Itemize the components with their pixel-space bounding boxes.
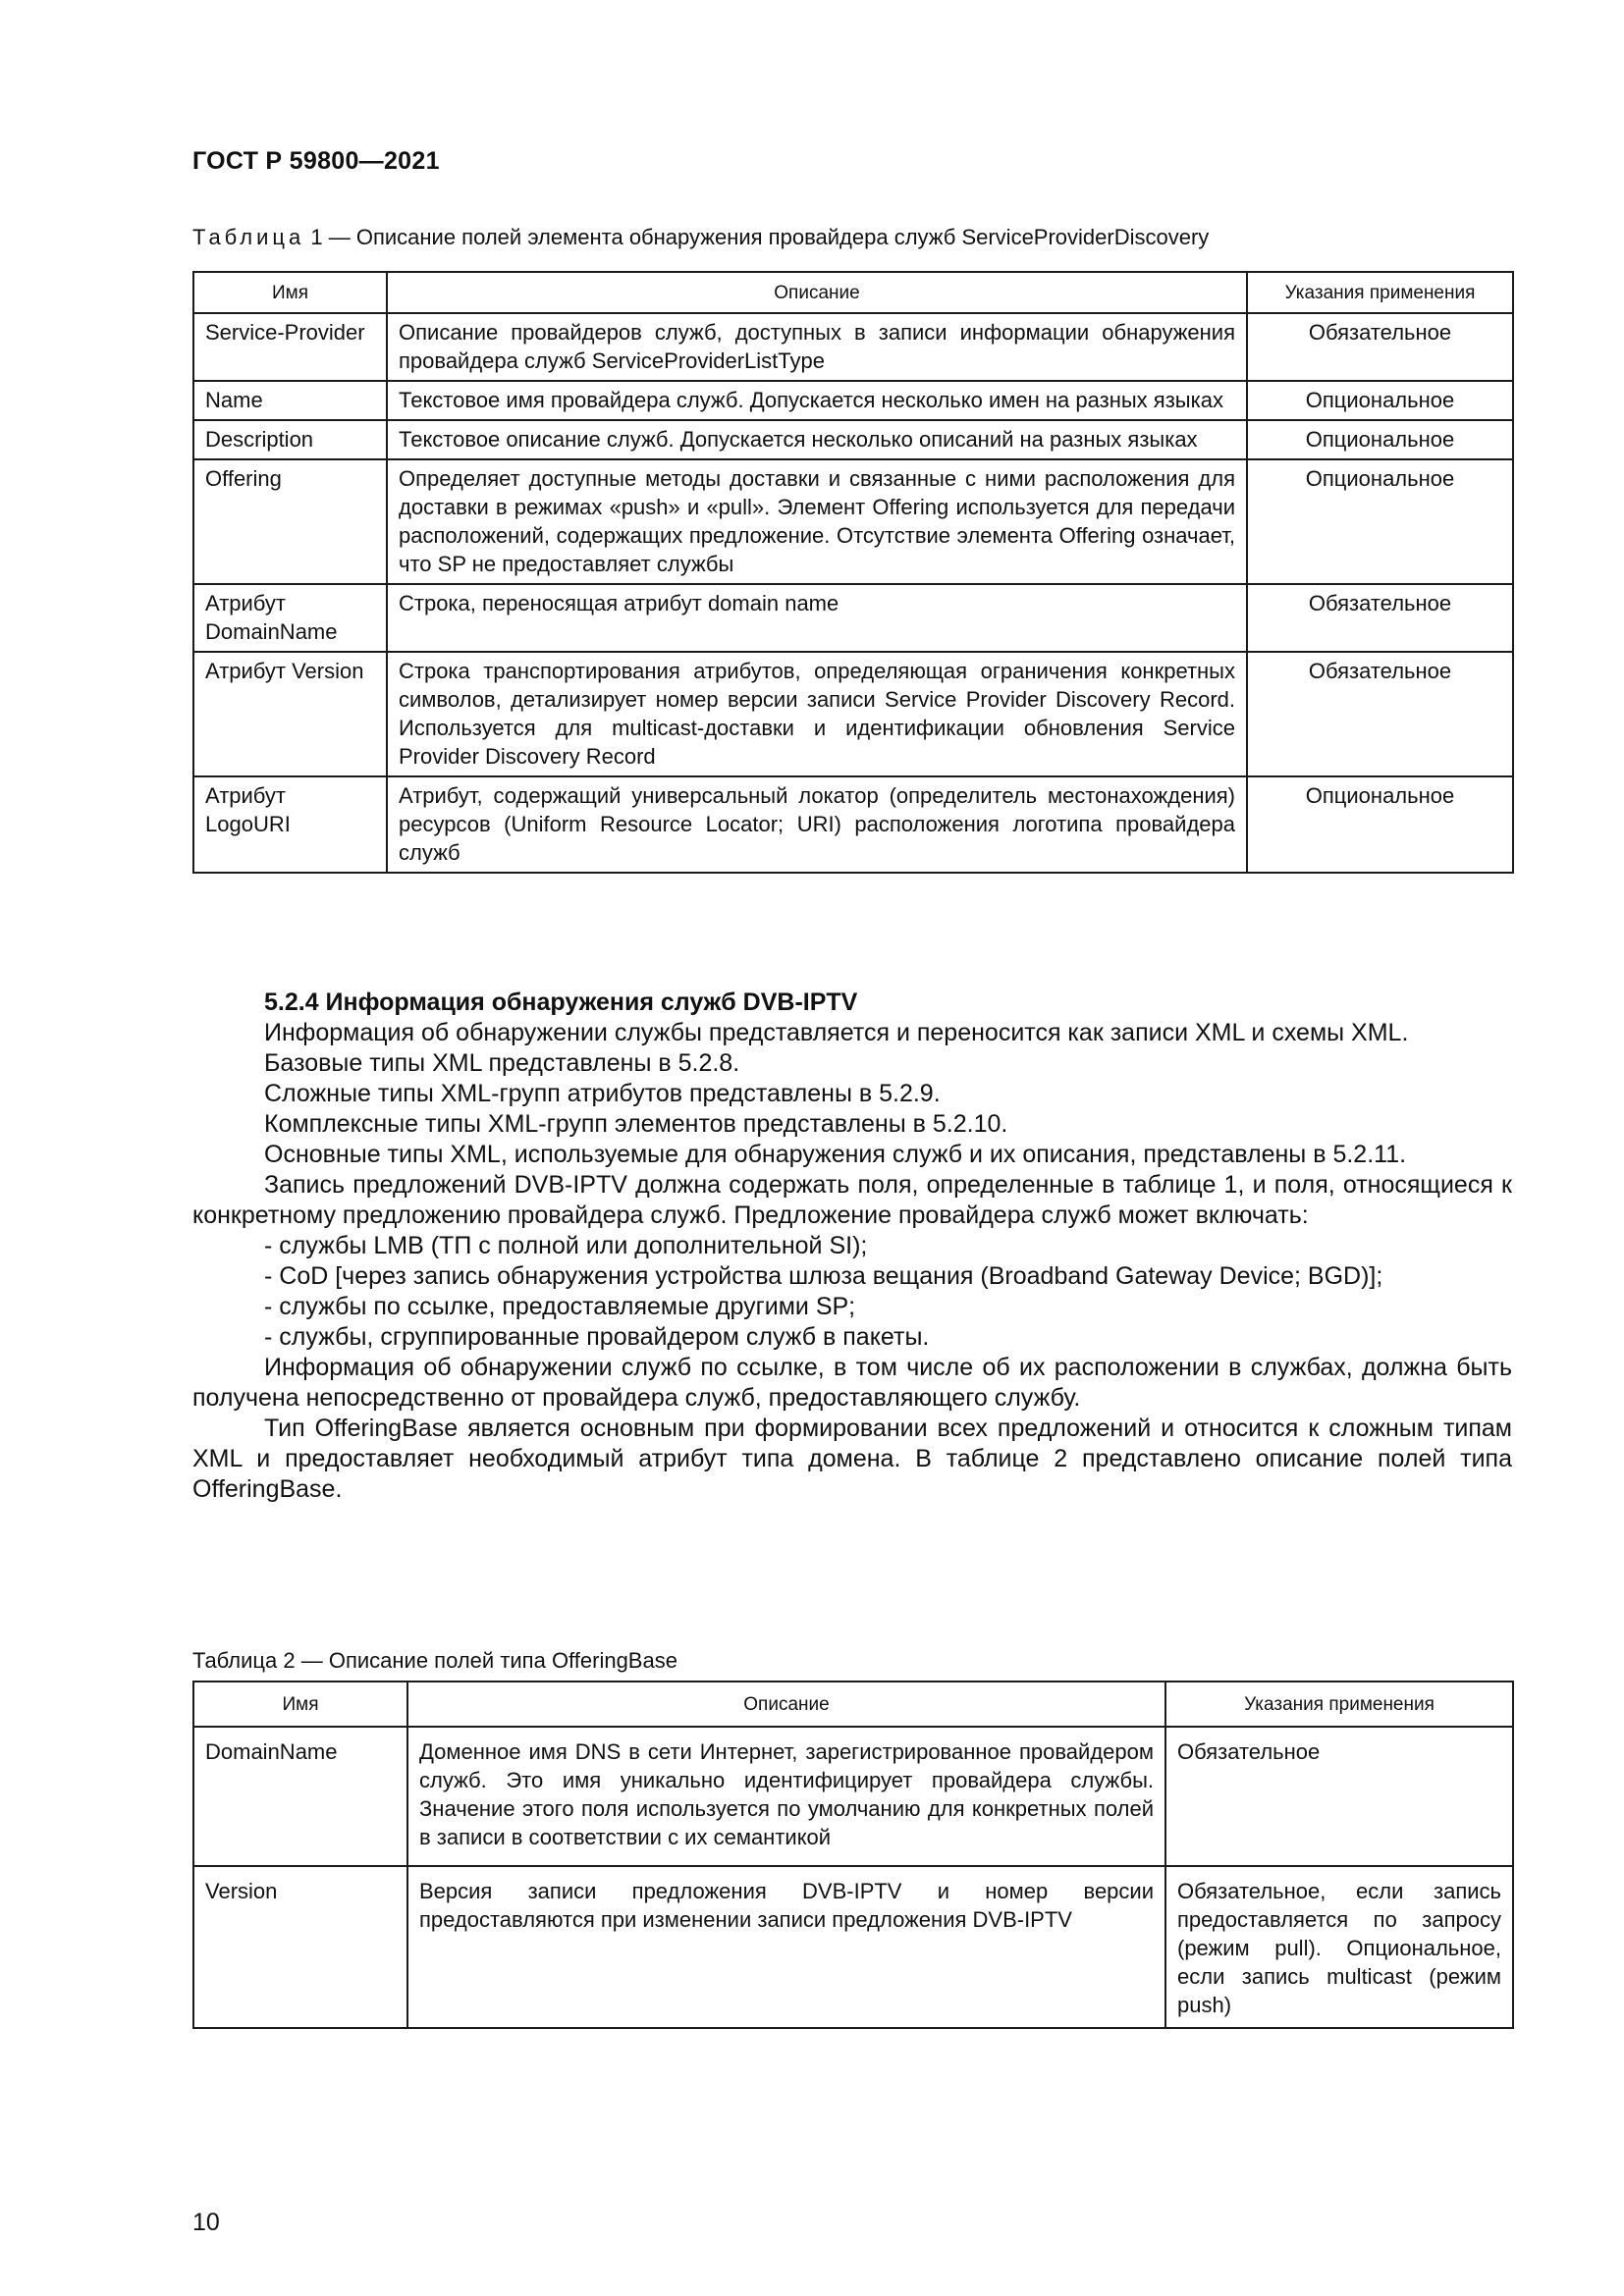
row-description: Определяет доступные методы доставки и связанные с ними расположения для доставки в режимах «push» и «pull». Элемент Offering используется для передачи расположений, содержащих предложение. Отсутствие элемента Offering означает, что SP не предоставляет службы [387,459,1247,584]
table1-col-usage: Указания применения [1247,272,1513,313]
row-usage: Обязательное, если запись предоставляется по запросу (режим pull). Опциональное, если запись multicast (режим push) [1165,1866,1513,2028]
paragraph: Основные типы XML, используемые для обнаружения служб и их описания, представлены в 5.2.11. [264,1141,1407,1168]
table-row [193,652,1513,776]
table1-caption [192,224,1209,251]
table-row [193,313,1513,381]
table-row [193,776,1513,873]
row-name: Атрибут Version [193,652,387,776]
table1-caption-word: Таблица [192,225,305,249]
row-name: Атрибут DomainName [193,584,387,652]
row-name: DomainName [193,1727,407,1866]
table1-caption-text: 1 — Описание полей элемента обнаружения провайдера служб ServiceProviderDiscovery [304,225,1210,249]
paragraph: Информация об обнаружении службы представляется и переносится как записи XML и схемы XML. [264,1019,1409,1046]
row-description: Описание провайдеров служб, доступных в записи информации обнаружения провайдера служб ServiceProviderListType [387,313,1247,381]
table2-caption-word: Таблица [192,1648,278,1673]
row-usage: Обязательное [1247,584,1513,652]
section-body [192,988,1512,1505]
table1-header-row [193,272,1513,313]
row-usage: Обязательное [1247,652,1513,776]
row-name: Offering [193,459,387,584]
row-usage: Обязательное [1165,1727,1513,1866]
row-description: Доменное имя DNS в сети Интернет, зарегистрированное провайдером служб. Это имя уникально идентифицирует провайдера службы. Значение этого поля используется по умолчанию для конкретных полей в записи в соответствии с их семантикой [407,1727,1165,1866]
row-usage: Опциональное [1247,420,1513,459]
row-usage: Опциональное [1247,459,1513,584]
paragraph: Тип OfferingBase является основным при формировании всех предложений и относится к сложным типам XML и предоставляет необходимый атрибут типа домена. В таблице 2 представлено описание полей типа OfferingBase. [192,1415,1512,1503]
list-item: - CoD [через запись обнаружения устройства шлюза вещания (Broadband Gateway Device; BGD)]; [264,1262,1383,1290]
paragraph: Информация об обнаружении служб по ссылке, в том числе об их расположении в службах, должна быть получена непосредственно от провайдера служб, предоставляющего службу. [192,1354,1512,1412]
row-name: Version [193,1866,407,2028]
table-row [193,584,1513,652]
row-description: Строка, переносящая атрибут domain name [387,584,1247,652]
table1 [192,271,1514,874]
row-name: Name [193,381,387,420]
table-row [193,1727,1513,1866]
table-row [193,459,1513,584]
paragraph: Сложные типы XML-групп атрибутов представлены в 5.2.9. [264,1080,941,1107]
row-description: Версия записи предложения DVB-IPTV и номер версии предоставляются при изменении записи предложения DVB-IPTV [407,1866,1165,2028]
table2-caption [192,1647,677,1675]
row-description: Строка транспортирования атрибутов, определяющая ограничения конкретных символов, детализирует номер версии записи Service Provider Discovery Record. Используется для multicast-доставки и идентификации обновления Service Provider Discovery Record [387,652,1247,776]
document-header: ГОСТ Р 59800—2021 [192,147,440,175]
table1-col-name: Имя [193,272,387,313]
table2-col-name: Имя [193,1682,407,1727]
row-description: Текстовое описание служб. Допускается несколько описаний на разных языках [387,420,1247,459]
table2-col-description: Описание [407,1682,1165,1727]
row-usage: Обязательное [1247,313,1513,381]
table-row [193,1866,1513,2028]
table-row [193,420,1513,459]
paragraph: Запись предложений DVB-IPTV должна содержать поля, определенные в таблице 1, и поля, относящиеся к конкретному предложению провайдера служб. Предложение провайдера служб может включать: [192,1171,1512,1229]
table-row [193,381,1513,420]
row-name: Description [193,420,387,459]
row-usage: Опциональное [1247,776,1513,873]
paragraph: Базовые типы XML представлены в 5.2.8. [264,1049,740,1077]
row-usage: Опциональное [1247,381,1513,420]
list-item: - службы, сгруппированные провайдером служб в пакеты. [264,1323,930,1351]
list-item: - службы по ссылке, предоставляемые другими SP; [264,1293,856,1320]
row-description: Текстовое имя провайдера служб. Допускается несколько имен на разных языках [387,381,1247,420]
table2-caption-text: 2 — Описание полей типа OfferingBase [277,1648,677,1673]
table1-col-description: Описание [387,272,1247,313]
paragraph: Комплексные типы XML-групп элементов представлены в 5.2.10. [264,1110,1008,1138]
row-description: Атрибут, содержащий универсальный локатор (определитель местонахождения) ресурсов (Uniform Resource Locator; URI) расположения логотипа провайдера служб [387,776,1247,873]
row-name: Service-Provider [193,313,387,381]
section-heading: 5.2.4 Информация обнаружения служб DVB-IPTV [264,988,858,1016]
table2 [192,1681,1514,2029]
page-number: 10 [192,2209,220,2236]
table2-col-usage: Указания применения [1165,1682,1513,1727]
table2-header-row [193,1682,1513,1727]
row-name: Атрибут LogoURI [193,776,387,873]
list-item: - службы LMB (ТП с полной или дополнительной SI); [264,1232,868,1259]
